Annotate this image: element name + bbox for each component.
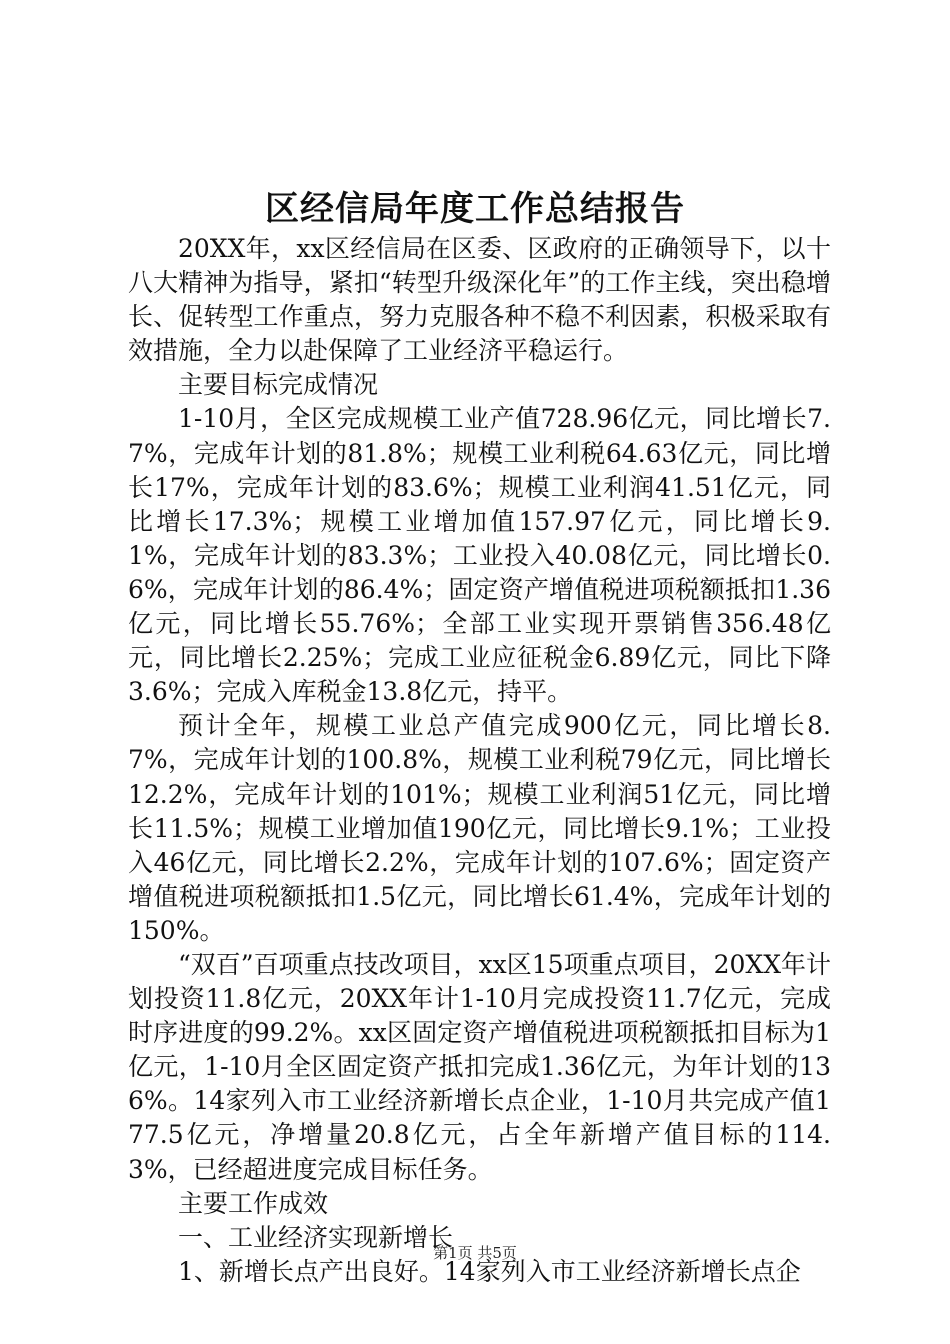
document-body bbox=[128, 232, 831, 1289]
paragraph-key-projects: “双百”百项重点技改项目，xx区15项重点项目，20XX年计划投资11.8亿元，20XX年计1-10月完成投资11.7亿元，完成时序进度的99.2%。xx区固定资产增值税进项税额抵扣目标为1亿元，1-10月全区固定资产抵扣完成1.36亿元，为年计划的136%。14家列入市工业经济新增长点企业，1-10月共完成产值177.5亿元，净增量20.8亿元，占全年新增产值目标的114.3%，已经超进度完成目标任务。 bbox=[128, 949, 831, 1184]
subsection-heading-growth: 一、工业经济实现新增长 bbox=[178, 1222, 454, 1252]
paragraph-jan-oct-results: 1-10月，全区完成规模工业产值728.96亿元，同比增长7.7%，完成年计划的81.8%；规模工业利税64.63亿元，同比增长17%，完成年计划的83.6%；规模工业利润41.51亿元，同比增长17.3%；规模工业增加值157.97亿元，同比增长9.1%，完成年计划的83.3%；工业投入40.08亿元，同比增长0.6%，完成年计划的86.4%；固定资产增值税进项税额抵扣1.36亿元，同比增长55.76%；全部工业实现开票销售356.48亿元，同比增长2.25%；完成工业应征税金6.89亿元，同比下降3.6%；完成入库税金13.8亿元，持平。 bbox=[128, 404, 831, 707]
page-number-footer: 第1页 共5页 bbox=[433, 1244, 517, 1262]
paragraph-full-year-forecast: 预计全年，规模工业总产值完成900亿元，同比增长8.7%，完成年计划的100.8%，规模工业利税79亿元，同比增长12.2%，完成年计划的101%；规模工业利润51亿元，同比增长11.5%；规模工业增加值190亿元，同比增长9.1%；工业投入46亿元，同比增长2.2%，完成年计划的107.6%；固定资产增值税进项税额抵扣1.5亿元，同比增长61.4%，完成年计划的150%。 bbox=[128, 711, 831, 945]
section-heading-targets: 主要目标完成情况 bbox=[178, 370, 379, 400]
paragraph-growth-points: 1、新增长点产出良好。14家列入市工业经济新增长点企 bbox=[178, 1256, 801, 1286]
document-title: 区经信局年度工作总结报告 bbox=[265, 189, 685, 229]
paragraph-intro: 20XX年，xx区经信局在区委、区政府的正确领导下，以十八大精神为指导，紧扣“转型升级深化年”的工作主线，突出稳增长、促转型工作重点，努力克服各种不稳不利因素，积极采取有效措施，全力以赴保障了工业经济平稳运行。 bbox=[128, 234, 831, 366]
section-heading-achievements: 主要工作成效 bbox=[178, 1188, 329, 1218]
